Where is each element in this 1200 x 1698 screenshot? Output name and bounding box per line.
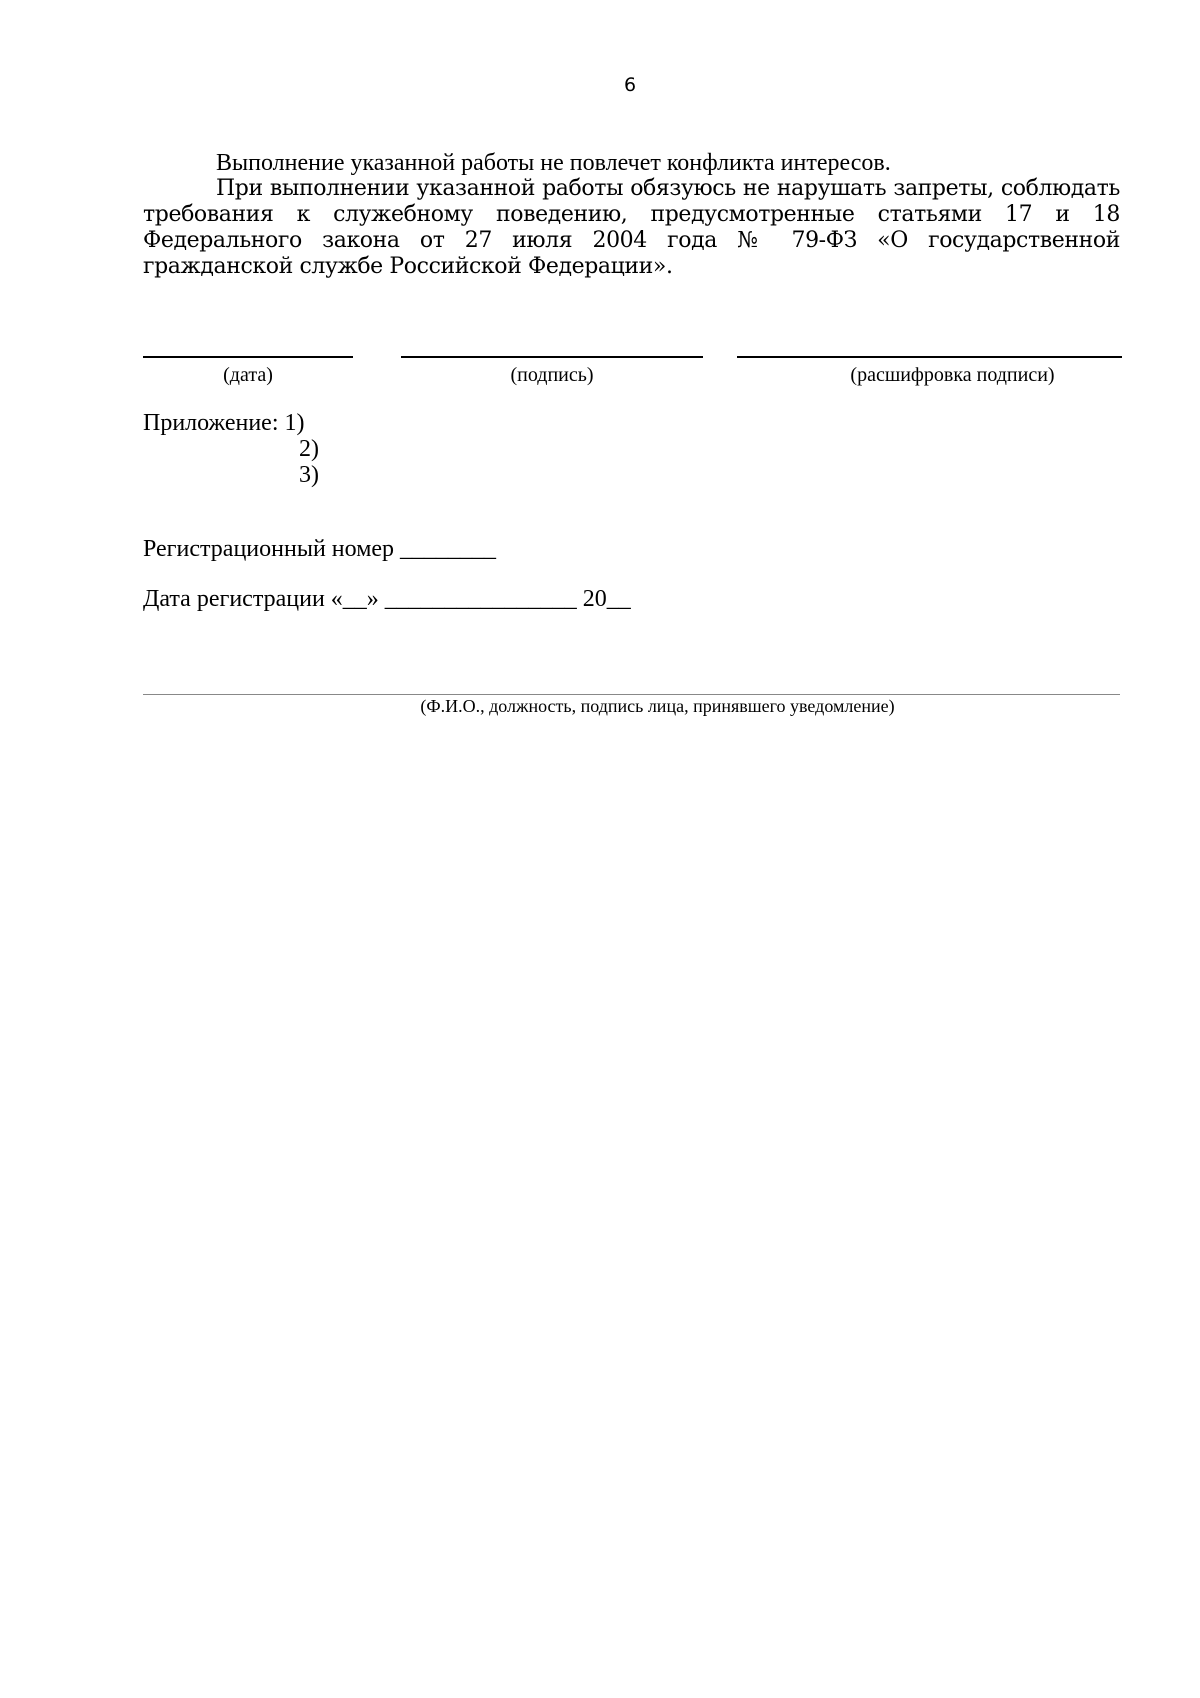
registration-number: Регистрационный номер ________ (143, 536, 497, 562)
date-label: (дата) (223, 364, 273, 386)
signature-line (401, 356, 703, 358)
signature-label: (подпись) (510, 364, 594, 386)
paragraph-conflict: Выполнение указанной работы не повлечет конфликта интересов. (216, 150, 891, 176)
page-number: 6 (623, 74, 637, 96)
body-text (143, 150, 1120, 280)
signature-row (143, 356, 1123, 396)
footer-caption: (Ф.И.О., должность, подпись лица, принявшего уведомление) (420, 696, 895, 716)
signature-decoding-line (737, 356, 1122, 358)
date-field (143, 356, 353, 396)
paragraph-obligation: При выполнении указанной работы обязуюсь не нарушать запреты, соблюдать требования к служебному поведению, предусмотренные статьями 17 и 18 Федерального закона от 27 июля 2004 года № 79-ФЗ «О государственной гражданской службе Российской Федерации». (143, 176, 1120, 279)
appendix-label: Приложение: (143, 410, 285, 436)
appendix-first-line (143, 410, 319, 436)
signature-decoding-label: (расшифровка подписи) (850, 364, 1055, 386)
signature-field (401, 356, 703, 396)
signature-decoding-field (737, 356, 1122, 396)
registration-date: Дата регистрации «__» ________________ 20__ (143, 586, 631, 612)
date-line (143, 356, 353, 358)
footer-line (143, 694, 1120, 695)
appendix-item: 1) (284, 410, 305, 436)
appendix-item: 3) (299, 462, 319, 488)
appendix-item: 2) (299, 436, 319, 462)
appendix-section (143, 410, 319, 488)
